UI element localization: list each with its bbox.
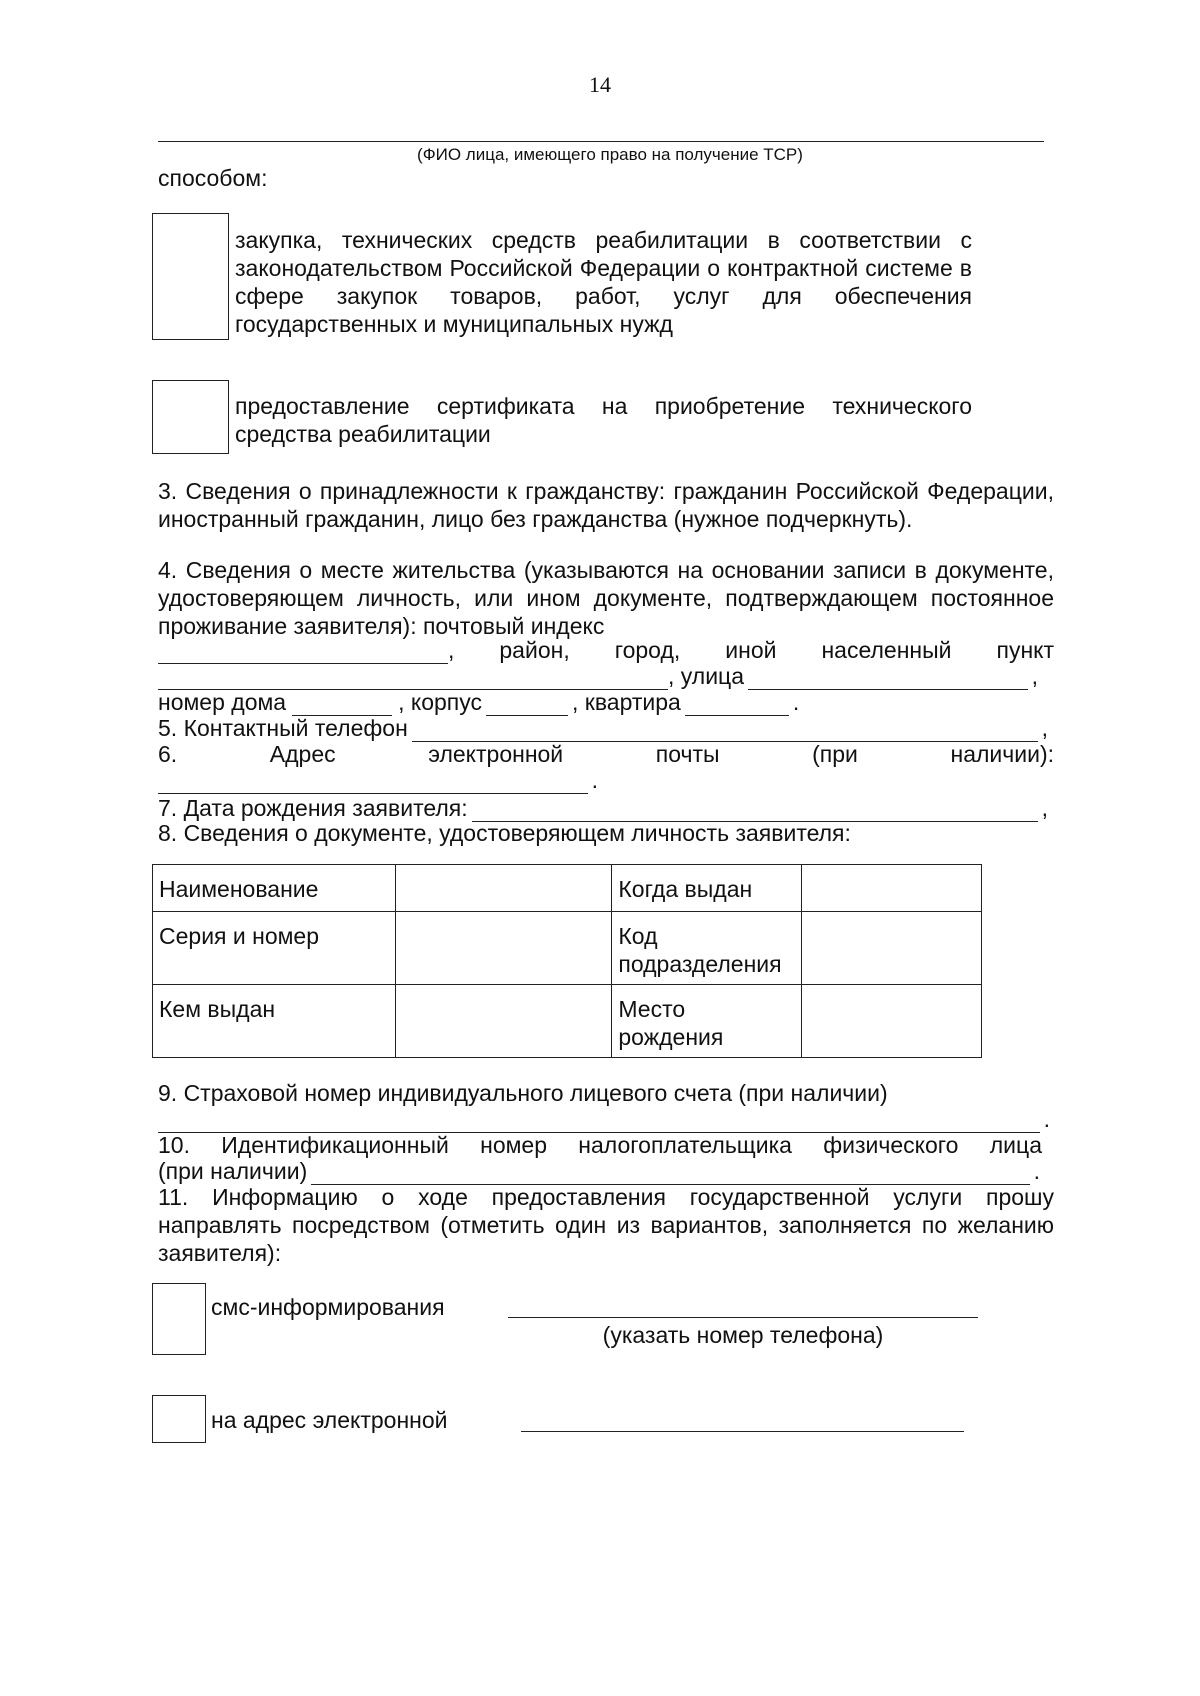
snils-label: 9. Страховой номер индивидуального лицевого счета (при наличии) [158,1080,888,1106]
division-code-field[interactable] [802,912,982,985]
page-number: 14 [589,72,611,97]
series-number-field[interactable] [395,912,612,985]
id-document-label: 8. Сведения о документе, удостоверяющем личность заявителя: [158,820,851,846]
email-notify-label: на адрес электронной [211,1407,448,1433]
phone-row [158,714,1048,742]
apartment-label: , квартира [572,689,681,715]
street-comma: , [1031,663,1038,689]
sms-phone-field[interactable] [508,1317,978,1318]
sms-label: смс-информирования [211,1294,445,1320]
id-document-table [152,864,982,1058]
email-notify-field[interactable] [521,1431,964,1432]
table-row [153,912,982,985]
birthdate-row [158,794,1048,822]
inn-field[interactable] [311,1164,1029,1185]
method-label: способом: [158,165,268,191]
email-period: . [591,767,598,793]
doc-name-label: Наименование [153,865,396,912]
inn-label: 10. Идентификационный номер налогоплательщика физического лица [158,1132,1042,1158]
table-row [153,865,982,912]
email-field[interactable] [158,773,588,794]
notification-section-text: 11. Информацию о ходе предоставления государственной услуги прошу направлять посредством (отметить один из вариантов, заполняется по желанию заявителя): [158,1184,1054,1266]
phone-field[interactable] [412,721,1038,742]
issued-by-label: Кем выдан [153,985,396,1058]
purchase-option-text: закупка, технических средств реабилитации в соответствии с законодательством Российской Федерации о контрактной системе в сфере закупок товаров, работ, услуг для обеспечения государственных и муниципальных нужд [235,227,972,337]
fio-line[interactable] [158,141,1044,142]
inn-row [158,1157,1040,1185]
email-label: 6. Адрес электронной почты (при наличии): [158,741,1054,767]
issued-by-field[interactable] [395,985,612,1058]
inn-period: . [1033,1158,1040,1184]
street-row [158,662,1038,690]
issue-date-label: Когда выдан [612,865,802,912]
street-label: , улица [668,663,745,689]
building-label: , корпус [398,689,482,715]
apartment-period: . [792,689,800,715]
fio-caption: (ФИО лица, имеющего право на получение ТСР) [417,145,803,164]
email-notify-checkbox[interactable] [152,1395,206,1443]
snils-period: . [1043,1106,1050,1132]
sms-phone-hint: (указать номер телефона) [602,1322,884,1348]
email-row [158,766,598,794]
building-field[interactable] [486,695,568,716]
street-field[interactable] [748,669,1028,690]
birthdate-comma: , [1041,795,1048,821]
snils-row [158,1105,1050,1133]
apartment-field[interactable] [685,695,789,716]
certificate-option-text: предоставление сертификата на приобретение технического средства реабилитации [235,393,972,447]
issue-date-field[interactable] [802,865,982,912]
birthplace-field[interactable] [802,985,982,1058]
snils-field[interactable] [158,1112,1040,1133]
locality-field[interactable] [158,669,668,690]
house-field[interactable] [292,695,392,716]
sms-checkbox[interactable] [152,1283,206,1355]
doc-name-field[interactable] [395,865,612,912]
purchase-checkbox[interactable] [152,213,229,340]
residence-section-text: 4. Сведения о месте жительства (указываются на основании записи в документе, удостоверяющем личность, или ином документе, подтверждающем постоянное проживание заявителя): почтовый индекс [158,557,1054,639]
phone-label: 5. Контактный телефон [158,715,408,741]
certificate-checkbox[interactable] [152,380,229,454]
postcode-field[interactable] [158,643,448,664]
house-label: номер дома [158,689,287,715]
postcode-locality-row [158,636,1054,664]
series-number-label: Серия и номер [153,912,396,985]
division-code-label: Код подразделения [612,912,802,985]
phone-comma: , [1041,715,1048,741]
inn-label-line2: (при наличии) [158,1158,308,1184]
birthdate-label: 7. Дата рождения заявителя: [158,795,468,821]
table-row [153,985,982,1058]
birthplace-label: Место рождения [612,985,802,1058]
locality-label: , район, город, иной населенный пункт [448,637,1054,663]
house-row [158,688,838,716]
citizenship-section: 3. Сведения о принадлежности к гражданству: гражданин Российской Федерации, иностранный гражданин, лицо без гражданства (нужное подчеркнуть). [158,478,1054,532]
